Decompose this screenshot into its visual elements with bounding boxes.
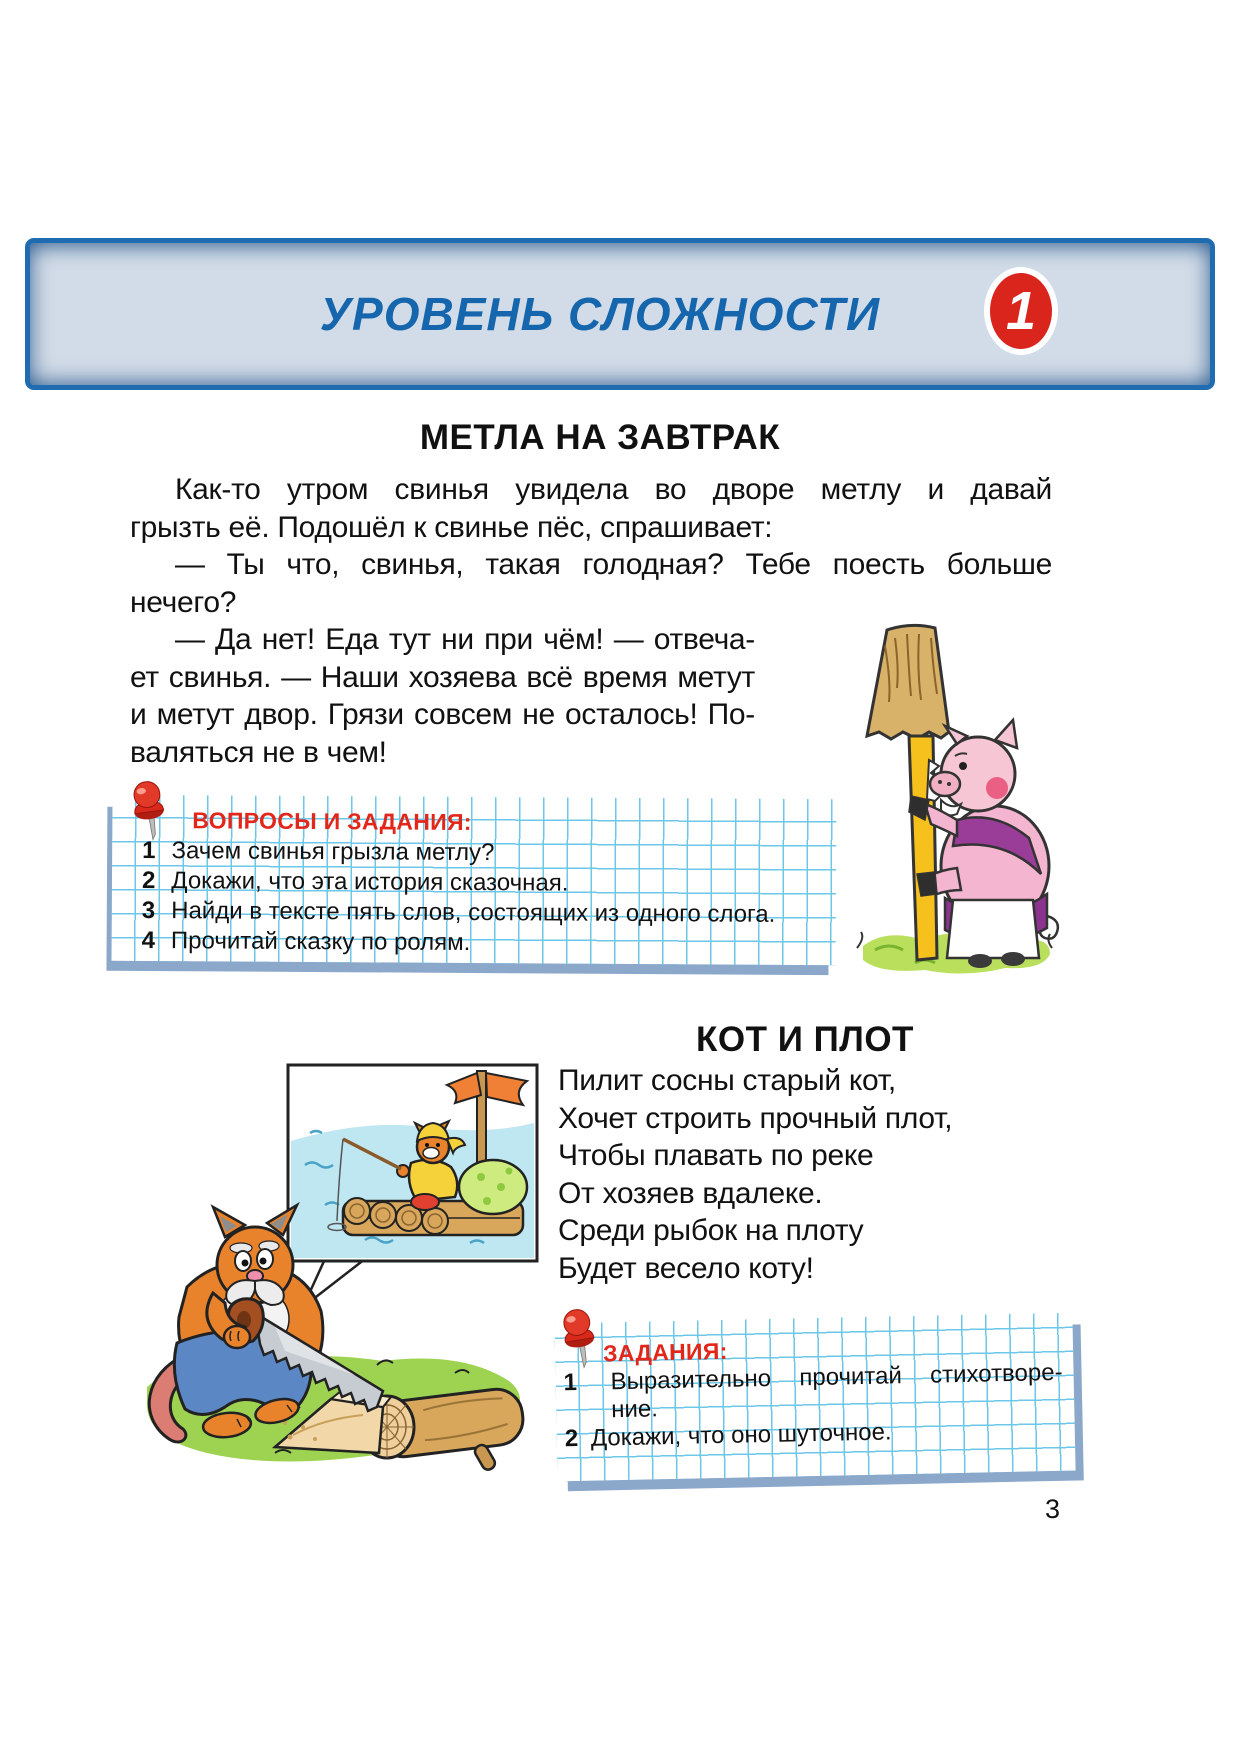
story-line: нечего?: [130, 585, 237, 619]
question-item: [142, 927, 471, 957]
tasks-box: [554, 1313, 1075, 1482]
poem-line: Будет весело коту!: [558, 1251, 814, 1285]
pig-apron: [947, 900, 1039, 958]
pig-with-broom-illustration: [845, 598, 1060, 978]
page-number: 3: [1044, 1494, 1060, 1524]
cat-sawing-illustration: [125, 1055, 545, 1485]
question-item: [142, 837, 494, 867]
question-item: [142, 867, 569, 898]
question-text: Докажи, что эта история сказочная.: [171, 867, 569, 897]
level-number: 1: [1005, 281, 1037, 341]
poem-line: Среди рыбок на плоту: [558, 1214, 864, 1247]
task-number: 1: [563, 1368, 578, 1397]
story2-title: КОТ И ПЛОТ: [696, 1020, 914, 1059]
story-line: Как-то утром свинья увидела во дворе метлу и давай: [175, 473, 1052, 506]
task-text: Докажи, что оно шуточное.: [590, 1418, 892, 1452]
poem-line: Пилит сосны старый кот,: [558, 1064, 896, 1097]
task-number: 2: [564, 1424, 579, 1453]
question-number: 2: [141, 866, 156, 895]
question-number: 1: [142, 836, 156, 865]
poem-line: От хозяев вдалеке.: [558, 1176, 823, 1210]
question-number: 4: [141, 926, 156, 955]
pushpin-icon: [552, 1306, 608, 1377]
poem-text: [558, 1062, 952, 1287]
story-line: валяться не в чем!: [130, 735, 387, 769]
question-item: [142, 897, 776, 929]
task-text: ние.: [610, 1395, 659, 1424]
poem-line: Чтобы плавать по реке: [558, 1139, 874, 1172]
story-line: и метут двор. Грязи совсем не осталось! По-: [130, 698, 755, 731]
question-text: Зачем свинья грызла метлу?: [171, 837, 495, 867]
level-banner-title: УРОВЕНЬ СЛОЖНОСТИ: [319, 288, 881, 340]
pig-snout: [930, 772, 960, 796]
level-badge: [984, 267, 1058, 355]
story-line: — Ты что, свинья, такая голодная? Тебе поесть больше: [175, 548, 1052, 581]
pillow: [459, 1160, 527, 1214]
question-number: 3: [141, 896, 156, 925]
level-banner: [25, 238, 1215, 390]
questions-header: ВОПРОСЫ И ЗАДАНИЯ:: [192, 807, 472, 835]
question-text: Прочитай сказку по ролям.: [170, 927, 471, 956]
story-line: ет свинья. — Наши хозяева всё время метут: [130, 660, 755, 694]
poem-line: Хочет строить прочный плот,: [558, 1101, 953, 1135]
task-text: Выразительно прочитай стихотворе-: [610, 1358, 1063, 1396]
story1-title: МЕТЛА НА ЗАВТРАК: [419, 418, 781, 457]
story-line: — Да нет! Еда тут ни при чём! — отвеча-: [175, 623, 755, 656]
story-line: грызть её. Подошёл к свинье пёс, спрашивает:: [130, 510, 773, 544]
questions-box: [111, 795, 836, 965]
question-text: Найди в тексте пять слов, состоящих из одного слога.: [171, 897, 776, 928]
tasks-header: ЗАДАНИЯ:: [602, 1337, 728, 1367]
